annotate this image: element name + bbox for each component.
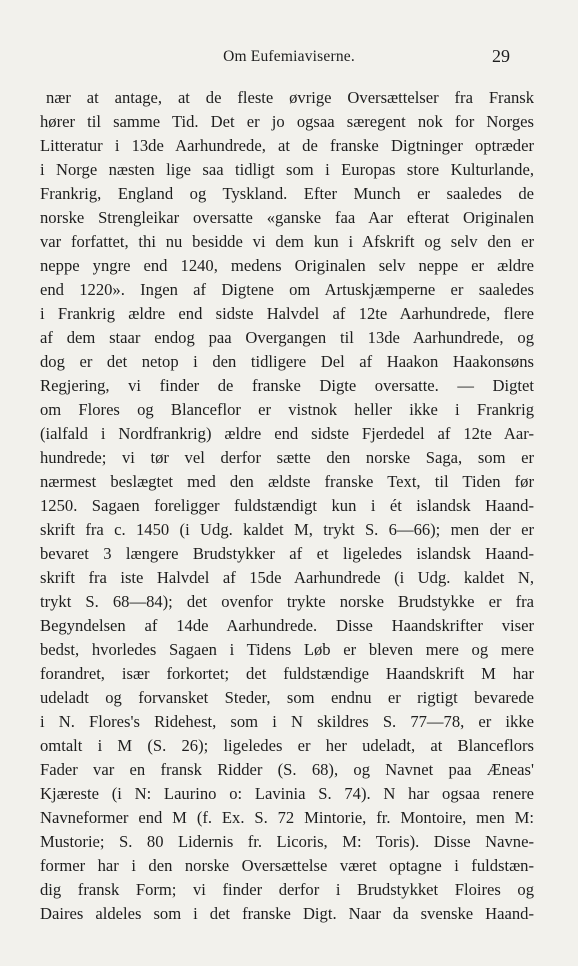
text-line: Regjering, vi finder de franske Digte oversatte. — Digtet (40, 376, 534, 395)
text-line: bedst, hvorledes Sagaen i Tidens Løb er bleven mere og mere (40, 640, 534, 659)
text-line: neppe yngre end 1240, medens Originalen selv neppe er ældre (40, 256, 534, 275)
text-line: trykt S. 68—84); det ovenfor trykte norske Brudstykke er fra (40, 592, 534, 611)
text-line: skrift fra c. 1450 (i Udg. kaldet M, trykt S. 6—66); men der er (40, 520, 534, 539)
text-line: Begyndelsen af 14de Aarhundrede. Disse Haandskrifter viser (40, 616, 534, 635)
text-line: Litteratur i 13de Aarhundrede, at de franske Digtninger optræder (40, 136, 534, 155)
text-line: norske Strengleikar oversatte «ganske faa Aar efterat Originalen (40, 208, 534, 227)
text-line: hundrede; vi tør vel derfor sætte den norske Saga, som er (40, 448, 534, 467)
text-line: former har i den norske Oversættelse været optagne i fuldstæn- (40, 856, 534, 875)
text-line: 1250. Sagaen foreligger fuldstændigt kun i ét islandsk Haand- (40, 496, 534, 515)
text-line: bevaret 3 længere Brudstykker af et ligeledes islandsk Haand- (40, 544, 534, 563)
text-line: i N. Flores's Ridehest, som i N skildres S. 77—78, er ikke (40, 712, 534, 731)
text-line: i Norge næsten lige saa tidligt som i Europas store Kulturlande, (40, 160, 534, 179)
text-line: nærmest beslægtet med den ældste franske Text, til Tiden før (40, 472, 534, 491)
page-header (0, 46, 578, 70)
text-line: end 1220». Ingen af Digtene om Artuskjæmperne er saaledes (40, 280, 534, 299)
body-text (40, 86, 534, 926)
text-line: hører til samme Tid. Det er jo ogsaa særegent nok for Norges (40, 112, 534, 131)
page-number: 29 (492, 46, 510, 66)
text-line: dig fransk Form; vi finder derfor i Brudstykket Floires og (40, 880, 534, 899)
text-line: Daires aldeles som i det franske Digt. Naar da svenske Haand- (40, 904, 534, 923)
text-line: af dem staar endog paa Overgangen til 13de Aarhundrede, og (40, 328, 534, 347)
text-line: skrift fra iste Halvdel af 15de Aarhundrede (i Udg. kaldet N, (40, 568, 534, 587)
text-line: Mustorie; S. 80 Lidernis fr. Licoris, M: Toris). Disse Navne- (40, 832, 534, 851)
text-line: dog er det netop i den tidligere Del af Haakon Haakonsøns (40, 352, 534, 371)
text-line: Fader var en fransk Ridder (S. 68), og Navnet paa Æneas' (40, 760, 534, 779)
text-line: forandret, især forkortet; det fuldstændige Haandskrift M har (40, 664, 534, 683)
text-line: Frankrig, England og Tyskland. Efter Munch er saaledes de (40, 184, 534, 203)
text-line: nær at antage, at de fleste øvrige Oversættelser fra Fransk (46, 88, 534, 107)
text-line: udeladt og forvansket Steder, som endnu er rigtigt bevarede (40, 688, 534, 707)
text-line: Kjæreste (i N: Laurino o: Lavinia S. 74). N har ogsaa renere (40, 784, 534, 803)
running-title: Om Eufemiaviserne. (223, 48, 355, 65)
text-line: omtalt i M (S. 26); ligeledes er her udeladt, at Blanceflors (40, 736, 534, 755)
text-line: var forfattet, thi nu besidde vi dem kun i Afskrift og selv den er (40, 232, 534, 251)
text-line: om Flores og Blanceflor er vistnok heller ikke i Frankrig (40, 400, 534, 419)
text-line: Navneformer end M (f. Ex. S. 72 Mintorie, fr. Montoire, men M: (40, 808, 534, 827)
text-line: (ialfald i Nordfrankrig) ældre end sidste Fjerdedel af 12te Aar- (40, 424, 534, 443)
text-line: i Frankrig ældre end sidste Halvdel af 12te Aarhundrede, flere (40, 304, 534, 323)
